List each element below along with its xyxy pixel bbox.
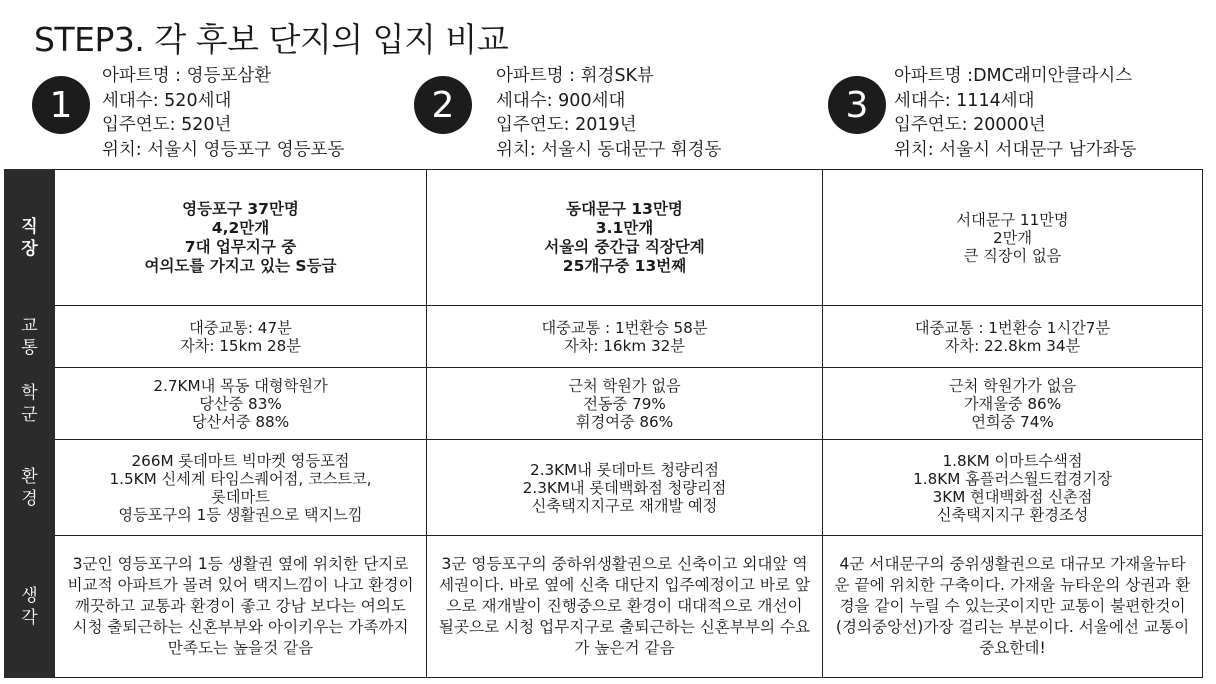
candidate-info [894,64,1136,162]
environment-cell-3: 1.8KM 이마트수색점 1.8KM 홈플러스월드컵경기장 3KM 현대백화점 신촌점 신축택지지구 환경조성 [823,440,1203,536]
school-cell-2: 근처 학원가 없음 전동중 79% 휘경여중 86% [427,368,823,440]
row-header-work: 직 장 [5,170,55,306]
apartment-name: 아파트명 : 휘경SK뷰 [496,66,654,86]
thoughts-cell-2: 3군 영등포구의 중하위생활권으로 신축이고 외대앞 역세권이다. 바로 옆에 신축 대단지 입주예정이고 바로 앞으로 재개발이 진행중으로 환경이 대대적으로 개선이 될곳으로 시청 업무지구로 출퇴근하는 신혼부부의 수요가 높은거 같음 [427,536,823,678]
transport-cell-2: 대중교통 : 1번환승 58분 자차: 16km 32분 [427,306,823,368]
location: 위치: 서울시 서대문구 남가좌동 [894,139,1137,160]
household-count: 세대수: 900세대 [496,90,626,111]
candidate-info [496,64,721,162]
row-thoughts [5,536,1203,678]
transport-cell-1: 대중교통: 47분 자차: 15km 28분 [55,306,427,368]
school-cell-3: 근처 학원가가 없음 가재울중 86% 연희중 74% [823,368,1203,440]
apartment-name: 아파트명 :DMC래미안클라시스 [894,66,1133,86]
environment-cell-2: 2.3KM내 롯데마트 청량리점 2.3KM내 롯데백화점 청량리점 신축택지지구로 재개발 예정 [427,440,823,536]
environment-cell-1: 266M 롯데마트 빅마켓 영등포점 1.5KM 신세계 타임스퀘어점, 코스트코, 롯데마트 영등포구의 1등 생활권으로 택지느낌 [55,440,427,536]
household-count: 세대수: 520세대 [102,90,232,111]
candidate-info [102,64,344,162]
work-cell-3: 서대문구 11만명 2만개 큰 직장이 없음 [823,170,1203,306]
page-title: STEP3. 각 후보 단지의 입지 비교 [34,20,509,59]
row-work [5,170,1203,306]
row-header-thoughts: 생 각 [5,536,55,678]
household-count: 세대수: 1114세대 [894,90,1035,111]
row-header-environment: 환 경 [5,440,55,536]
move-in-year: 입주연도: 520년 [102,115,232,135]
apartment-name: 아파트명 : 영등포삼환 [102,66,272,86]
thoughts-cell-3: 4군 서대문구의 중위생활권으로 대규모 가재울뉴타운 끝에 위치한 구축이다. 가재울 뉴타운의 상권과 환경을 같이 누릴 수 있는곳이지만 교통이 불편한것이 (경의중앙선)가장 걸리는 부분이다. 서울에선 교통이 중요한데! [823,536,1203,678]
transport-cell-3: 대중교통 : 1번환승 1시간7분 자차: 22.8km 34분 [823,306,1203,368]
move-in-year: 입주연도: 20000년 [894,115,1046,135]
row-header-school: 학 군 [5,368,55,440]
location: 위치: 서울시 동대문구 휘경동 [496,139,722,160]
row-environment [5,440,1203,536]
move-in-year: 입주연도: 2019년 [496,115,637,135]
row-school [5,368,1203,440]
work-cell-1: 영등포구 37만명 4,2만개 7대 업무지구 중 여의도를 가지고 있는 S등급 [55,170,427,306]
work-cell-2: 동대문구 13만명 3.1만개 서울의 중간급 직장단계 25개구중 13번째 [427,170,823,306]
row-header-transport: 교 통 [5,306,55,368]
school-cell-1: 2.7KM내 목동 대형학원가 당산중 83% 당산서중 88% [55,368,427,440]
candidate-number-badge: 3 [828,76,886,134]
candidate-number-badge: 2 [414,76,472,134]
location: 위치: 서울시 영등포구 영등포동 [102,139,345,160]
thoughts-cell-1: 3군인 영등포구의 1등 생활권 옆에 위치한 단지로 비교적 아파트가 몰려 있어 택지느낌이 나고 환경이 깨끗하고 교통과 환경이 좋고 강남 보다는 여의도 시청 출퇴근하는 신혼부부와 아이키우는 가족까지 만족도는 높을것 같음 [55,536,427,678]
candidate-number-badge: 1 [32,76,90,134]
comparison-table [4,169,1203,678]
row-transport [5,306,1203,368]
